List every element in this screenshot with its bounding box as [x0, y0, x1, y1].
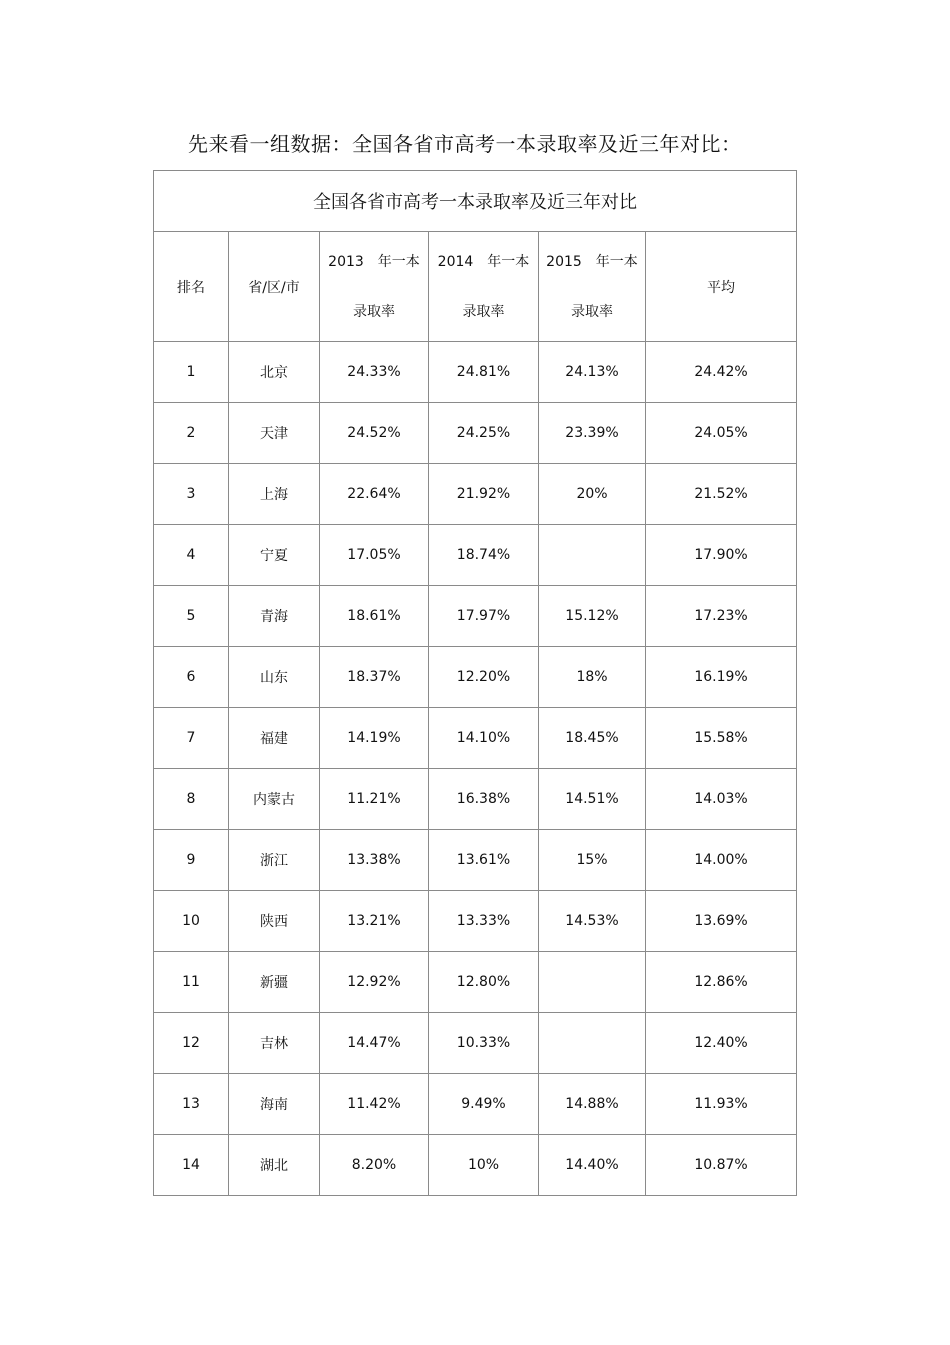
table-row	[154, 769, 797, 830]
header-2013-line2: 录取率	[353, 303, 395, 320]
region-cell: 福建	[229, 708, 320, 769]
rate-2013-cell: 13.21%	[320, 891, 429, 952]
header-2013	[320, 232, 429, 342]
table-row	[154, 1013, 797, 1074]
rate-2013-cell: 11.21%	[320, 769, 429, 830]
average-cell: 14.03%	[646, 769, 797, 830]
rate-2014-cell: 14.10%	[429, 708, 539, 769]
rate-2014-cell: 17.97%	[429, 586, 539, 647]
rate-2013-cell: 18.61%	[320, 586, 429, 647]
rate-2015-cell: 20%	[539, 464, 646, 525]
rate-2013-cell: 12.92%	[320, 952, 429, 1013]
rank-cell: 10	[154, 891, 229, 952]
header-2015-line2: 录取率	[571, 303, 613, 320]
rate-2013-cell: 22.64%	[320, 464, 429, 525]
table-row	[154, 708, 797, 769]
rate-2014-cell: 24.25%	[429, 403, 539, 464]
rate-2014-cell: 13.33%	[429, 891, 539, 952]
rate-2013-cell: 14.19%	[320, 708, 429, 769]
rate-2015-cell	[539, 952, 646, 1013]
header-rank: 排名	[154, 232, 229, 342]
rate-2013-cell: 8.20%	[320, 1135, 429, 1196]
rate-2015-cell	[539, 525, 646, 586]
rate-2014-cell: 10%	[429, 1135, 539, 1196]
rate-2015-cell: 14.51%	[539, 769, 646, 830]
rate-2013-cell: 11.42%	[320, 1074, 429, 1135]
rate-2015-cell: 23.39%	[539, 403, 646, 464]
rate-2013-cell: 24.52%	[320, 403, 429, 464]
table-row	[154, 403, 797, 464]
rank-cell: 1	[154, 342, 229, 403]
rate-2014-cell: 18.74%	[429, 525, 539, 586]
rate-2014-cell: 12.80%	[429, 952, 539, 1013]
rate-2014-cell: 12.20%	[429, 647, 539, 708]
region-cell: 湖北	[229, 1135, 320, 1196]
average-cell: 15.58%	[646, 708, 797, 769]
region-cell: 陕西	[229, 891, 320, 952]
table-row	[154, 891, 797, 952]
average-cell: 14.00%	[646, 830, 797, 891]
rate-2014-cell: 16.38%	[429, 769, 539, 830]
region-cell: 内蒙古	[229, 769, 320, 830]
rate-2013-cell: 13.38%	[320, 830, 429, 891]
rank-cell: 12	[154, 1013, 229, 1074]
rate-2015-cell: 18%	[539, 647, 646, 708]
rank-cell: 9	[154, 830, 229, 891]
table-row	[154, 952, 797, 1013]
table-row	[154, 586, 797, 647]
table-row	[154, 1135, 797, 1196]
rate-2015-cell: 18.45%	[539, 708, 646, 769]
region-cell: 天津	[229, 403, 320, 464]
rate-2015-cell: 14.40%	[539, 1135, 646, 1196]
admission-rate-table	[153, 170, 797, 1196]
rate-2014-cell: 21.92%	[429, 464, 539, 525]
rate-2013-cell: 14.47%	[320, 1013, 429, 1074]
rate-2014-cell: 24.81%	[429, 342, 539, 403]
rate-2013-cell: 24.33%	[320, 342, 429, 403]
header-2014-line2: 录取率	[462, 303, 505, 320]
region-cell: 海南	[229, 1074, 320, 1135]
average-cell: 17.90%	[646, 525, 797, 586]
average-cell: 24.05%	[646, 403, 797, 464]
average-cell: 21.52%	[646, 464, 797, 525]
rank-cell: 11	[154, 952, 229, 1013]
rate-2014-cell: 9.49%	[429, 1074, 539, 1135]
region-cell: 青海	[229, 586, 320, 647]
header-2015-line1: 2015 年一本	[546, 253, 638, 270]
rate-2014-cell: 13.61%	[429, 830, 539, 891]
rate-2015-cell	[539, 1013, 646, 1074]
header-2013-line1: 2013 年一本	[328, 253, 420, 270]
rank-cell: 13	[154, 1074, 229, 1135]
rate-2013-cell: 17.05%	[320, 525, 429, 586]
intro-text: 先来看一组数据：全国各省市高考一本录取率及近三年对比：	[188, 132, 742, 156]
rank-cell: 6	[154, 647, 229, 708]
table-caption: 全国各省市高考一本录取率及近三年对比	[154, 171, 797, 232]
region-cell: 浙江	[229, 830, 320, 891]
rate-2015-cell: 15.12%	[539, 586, 646, 647]
average-cell: 17.23%	[646, 586, 797, 647]
rate-2014-cell: 10.33%	[429, 1013, 539, 1074]
rank-cell: 8	[154, 769, 229, 830]
rank-cell: 4	[154, 525, 229, 586]
rank-cell: 7	[154, 708, 229, 769]
header-2014	[429, 232, 539, 342]
region-cell: 北京	[229, 342, 320, 403]
table-row	[154, 830, 797, 891]
table-header-row	[154, 232, 797, 342]
table-row	[154, 647, 797, 708]
header-2014-line1: 2014 年一本	[437, 253, 530, 270]
rate-2015-cell: 24.13%	[539, 342, 646, 403]
table-row	[154, 525, 797, 586]
region-cell: 新疆	[229, 952, 320, 1013]
header-2015	[539, 232, 646, 342]
table-row	[154, 342, 797, 403]
region-cell: 吉林	[229, 1013, 320, 1074]
region-cell: 山东	[229, 647, 320, 708]
average-cell: 13.69%	[646, 891, 797, 952]
table-row	[154, 464, 797, 525]
average-cell: 10.87%	[646, 1135, 797, 1196]
rate-2015-cell: 14.88%	[539, 1074, 646, 1135]
rank-cell: 2	[154, 403, 229, 464]
average-cell: 12.86%	[646, 952, 797, 1013]
average-cell: 24.42%	[646, 342, 797, 403]
rate-2015-cell: 15%	[539, 830, 646, 891]
header-average: 平均	[646, 232, 797, 342]
table-row	[154, 1074, 797, 1135]
rank-cell: 3	[154, 464, 229, 525]
rank-cell: 5	[154, 586, 229, 647]
region-cell: 宁夏	[229, 525, 320, 586]
rate-2013-cell: 18.37%	[320, 647, 429, 708]
average-cell: 11.93%	[646, 1074, 797, 1135]
rate-2015-cell: 14.53%	[539, 891, 646, 952]
average-cell: 12.40%	[646, 1013, 797, 1074]
header-region: 省/区/市	[229, 232, 320, 342]
region-cell: 上海	[229, 464, 320, 525]
rank-cell: 14	[154, 1135, 229, 1196]
average-cell: 16.19%	[646, 647, 797, 708]
